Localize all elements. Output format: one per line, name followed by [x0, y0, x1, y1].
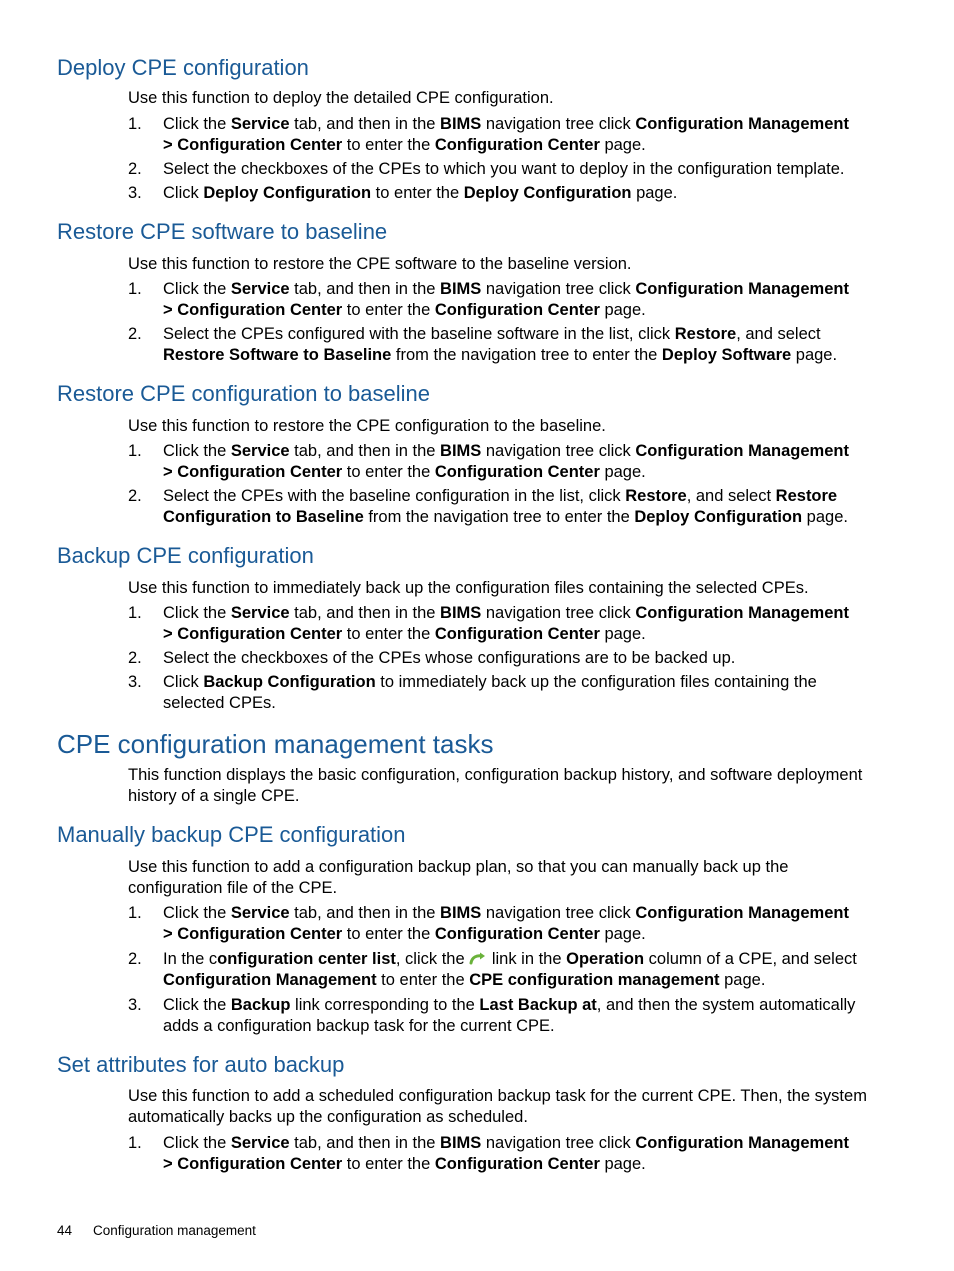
- heading-deploy-cpe-configuration: Deploy CPE configuration: [57, 55, 309, 80]
- list-item: 2. Select the checkboxes of the CPEs to which you want to deploy in the configuration template.: [128, 160, 845, 178]
- list-item: 2. Select the checkboxes of the CPEs whose configurations are to be backed up.: [128, 649, 736, 667]
- paragraph-deploy-intro: Use this function to deploy the detailed CPE configuration.: [128, 89, 554, 107]
- paragraph-tasks-intro: This function displays the basic configuration, configuration backup history, and software deployment history of a single CPE.: [128, 766, 863, 805]
- heading-restore-cpe-software: Restore CPE software to baseline: [57, 219, 388, 244]
- list-item: 2. In the configuration center list, click the link in the Operation column of a CPE, and select Configuration Management to enter the CPE configuration management page.: [128, 950, 857, 989]
- heading-auto-backup: Set attributes for auto backup: [57, 1052, 345, 1077]
- list-item: 1. Click the Service tab, and then in the BIMS navigation tree click Configuration Management > Configuration Center to enter the Configuration Center page.: [128, 280, 849, 319]
- list-item: 3. Click Backup Configuration to immediately back up the configuration files containing the selected CPEs.: [128, 673, 817, 712]
- green-curved-arrow-icon: [469, 950, 487, 964]
- heading-backup-cpe-configuration: Backup CPE configuration: [57, 543, 314, 568]
- list-item: 2. Select the CPEs configured with the baseline software in the list, click Restore, and select Restore Software to Baseline from the navigation tree to enter the Deploy Software page.: [128, 325, 838, 364]
- list-item: 1. Click the Service tab, and then in the BIMS navigation tree click Configuration Management > Configuration Center to enter the Configuration Center page.: [128, 442, 849, 481]
- heading-cpe-configuration-management-tasks: CPE configuration management tasks: [57, 729, 494, 759]
- list-item: 1. Click the Service tab, and then in the BIMS navigation tree click Configuration Management > Configuration Center to enter the Configuration Center page.: [128, 1134, 849, 1173]
- paragraph-backup-intro: Use this function to immediately back up the configuration files containing the selected CPEs.: [128, 579, 809, 597]
- chapter-title: Configuration management: [93, 1223, 256, 1238]
- list-item: 3. Click the Backup link corresponding to the Last Backup at, and then the system automatically adds a configuration backup task for the current CPE.: [128, 996, 856, 1035]
- heading-restore-cpe-configuration: Restore CPE configuration to baseline: [57, 381, 430, 406]
- paragraph-restore-software-intro: Use this function to restore the CPE software to the baseline version.: [128, 255, 632, 273]
- common-step-text: Click the Service tab, and then in the BIMS navigation tree click Configuration Management > Configuration Center to enter the Configuration Center page.: [163, 115, 849, 154]
- heading-manually-backup: Manually backup CPE configuration: [57, 822, 406, 847]
- list-item: 1. Click the Service tab, and then in the BIMS navigation tree click Configuration Management > Configuration Center to enter the Configuration Center page.: [128, 604, 849, 643]
- paragraph-restore-configuration-intro: Use this function to restore the CPE configuration to the baseline.: [128, 417, 606, 435]
- paragraph-auto-intro: Use this function to add a scheduled configuration backup task for the current CPE. Then, the system automatically backs up the configuration as scheduled.: [128, 1087, 867, 1126]
- page-number: 44: [57, 1223, 73, 1238]
- list-item: 3. Click Deploy Configuration to enter the Deploy Configuration page.: [128, 184, 678, 202]
- list-item: 1. Click the Service tab, and then in the BIMS navigation tree click Configuration Management > Configuration Center to enter the Configuration Center page.: [128, 114, 873, 156]
- page-footer: [57, 1222, 256, 1240]
- list-item: 1. Click the Service tab, and then in the BIMS navigation tree click Configuration Management > Configuration Center to enter the Configuration Center page.: [128, 904, 849, 943]
- paragraph-manual-intro: Use this function to add a configuration backup plan, so that you can manually back up the configuration file of the CPE.: [128, 858, 789, 897]
- list-item: 2. Select the CPEs with the baseline configuration in the list, click Restore, and select Restore Configuration to Baseline from the navigation tree to enter the Deploy Configuration page.: [128, 487, 848, 526]
